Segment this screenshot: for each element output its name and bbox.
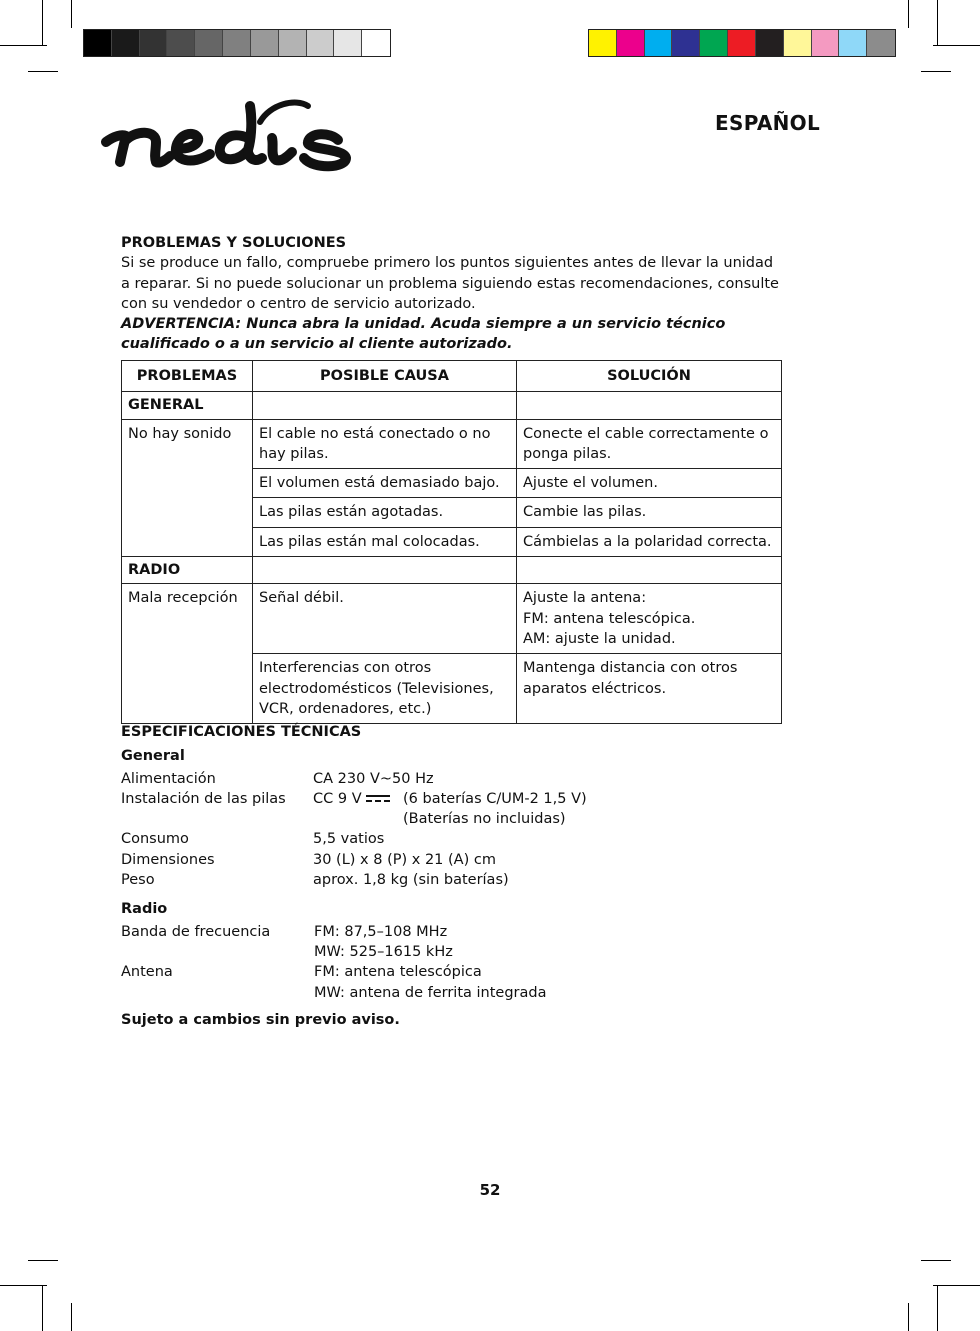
spec-value [313,922,453,963]
color-calibration-bar [588,29,896,57]
color-swatch [839,30,867,56]
table-row [122,584,782,654]
antenna-mw: MW: antena de ferrita integrada [314,984,547,1001]
intro-paragraph: Si se produce un fallo, compruebe primero los puntos siguientes antes de llevar la unidad a reparar. Si no puede solucionar un problema siguiendo estas recomendaciones, consulte con su vendedor o centro de servicio autorizado. [121,255,779,312]
spec-row-power [121,769,781,789]
specs-general-heading: General [121,748,185,765]
change-notice: Sujeto a cambios sin previo aviso. [121,1011,400,1028]
crop-mark [71,1303,72,1331]
section-title: RADIO [122,557,253,584]
crop-mark [71,0,72,28]
color-swatch [195,30,223,56]
spec-value: 5,5 vatios [313,831,385,848]
warning-text: ADVERTENCIA: Nunca abra la unidad. Acuda siempre a un servicio técnico cualificado o a un servicio al cliente autorizado. [121,316,726,353]
color-swatch [223,30,251,56]
spec-row-antenna [121,962,781,1003]
color-swatch [84,30,112,56]
color-swatch [645,30,673,56]
crop-mark [0,45,47,46]
troubleshooting-title: PROBLEMAS Y SOLUCIONES [121,235,347,251]
spec-label: Peso [121,872,155,889]
page-number: 52 [479,1181,501,1199]
spec-value [313,962,546,1003]
crop-mark [933,45,980,46]
spec-label: Instalación de las pilas [121,790,286,807]
specs-radio-heading: Radio [121,901,168,918]
solution-cell: Cambie las pilas. [517,498,782,527]
spec-value: aprox. 1,8 kg (sin baterías) [313,872,509,889]
battery-note: (Baterías no incluidas) [403,811,566,828]
problem-cell: No hay sonido [122,419,253,556]
specifications-section [121,722,781,1030]
crop-mark [937,1285,938,1331]
cause-cell: Señal débil. [253,584,517,654]
spec-row-band [121,922,781,963]
solution-cell [517,584,782,654]
troubleshooting-intro [121,233,781,355]
color-swatch [756,30,784,56]
crop-mark [42,1285,43,1331]
solution-cell: Mantenga distancia con otros aparatos eléctricos. [517,654,782,724]
problem-cell: Mala recepción [122,584,253,724]
battery-note: (6 baterías C/UM-2 1,5 V) [403,790,587,807]
crop-mark [921,1260,951,1261]
crop-mark [28,71,58,72]
table-header-row [122,361,782,392]
spec-value: CA 230 V~50 Hz [313,770,434,787]
color-swatch [672,30,700,56]
spec-row-battery [121,789,781,830]
language-label: ESPAÑOL [715,111,820,135]
color-swatch [617,30,645,56]
color-swatch [812,30,840,56]
solution-cell: Ajuste el volumen. [517,469,782,498]
spec-label: Alimentación [121,770,216,787]
spec-row-weight [121,870,781,890]
dc-voltage: CC 9 V [313,790,362,807]
crop-mark [908,0,909,28]
cause-cell: El volumen está demasiado bajo. [253,469,517,498]
grayscale-calibration-bar [83,29,391,57]
section-row-radio [122,557,782,584]
crop-mark [42,0,43,46]
color-swatch [362,30,390,56]
solution-cell: Conecte el cable correctamente o ponga pilas. [517,419,782,469]
crop-mark [28,1260,58,1261]
crop-mark [0,1285,47,1286]
solution-line: Ajuste la antena: [523,590,647,607]
troubleshooting-table [121,360,782,724]
color-swatch [279,30,307,56]
spec-label: Antena [121,964,173,981]
cause-cell: Las pilas están agotadas. [253,498,517,527]
solution-line: FM: antena telescópica. [523,610,696,627]
solution-line: AM: ajuste la unidad. [523,630,676,647]
crop-mark [921,71,951,72]
spec-value [313,789,403,830]
color-swatch [784,30,812,56]
cause-cell: Interferencias con otros electrodomésticos (Televisiones, VCR, ordenadores, etc.) [253,654,517,724]
cause-cell: Las pilas están mal colocadas. [253,527,517,556]
color-swatch [334,30,362,56]
band-fm: FM: 87,5–108 MHz [314,923,448,940]
band-mw: MW: 525–1615 kHz [314,943,453,960]
spec-label: Dimensiones [121,851,215,868]
crop-mark [937,0,938,46]
color-swatch [112,30,140,56]
dc-symbol-icon [366,794,390,803]
section-row-general [122,392,782,419]
battery-notes [403,789,587,830]
cause-cell: El cable no está conectado o no hay pilas. [253,419,517,469]
crop-mark [933,1285,980,1286]
color-swatch [867,30,895,56]
table-row [122,419,782,469]
spec-row-dimensions [121,850,781,870]
column-header-problems: PROBLEMAS [122,361,253,392]
section-title: GENERAL [122,392,253,419]
specs-title: ESPECIFICACIONES TÉCNICAS [121,724,362,740]
solution-cell: Cámbielas a la polaridad correcta. [517,527,782,556]
color-swatch [251,30,279,56]
spec-label: Consumo [121,831,189,848]
nedis-logo [100,96,372,178]
color-swatch [700,30,728,56]
color-swatch [307,30,335,56]
spec-label: Banda de frecuencia [121,923,271,940]
color-swatch [589,30,617,56]
column-header-cause: POSIBLE CAUSA [253,361,517,392]
antenna-fm: FM: antena telescópica [314,964,482,981]
spec-value: 30 (L) x 8 (P) x 21 (A) cm [313,851,496,868]
color-swatch [728,30,756,56]
column-header-solution: SOLUCIÓN [517,361,782,392]
spec-row-consumption [121,829,781,849]
crop-mark [908,1303,909,1331]
color-swatch [140,30,168,56]
color-swatch [167,30,195,56]
